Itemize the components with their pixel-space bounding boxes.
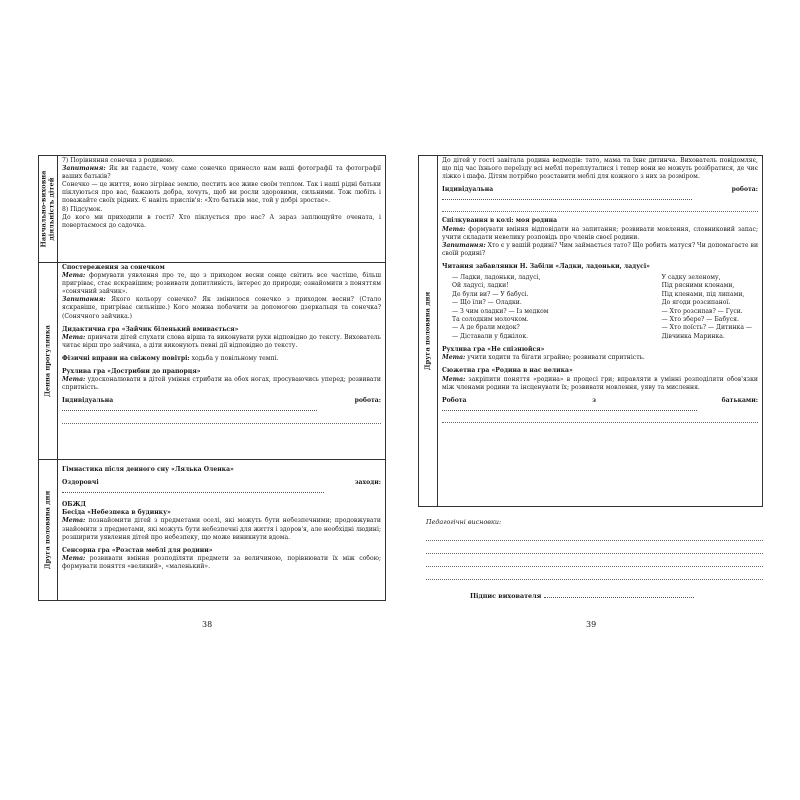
fill-in-line	[426, 541, 763, 554]
row-content	[58, 460, 386, 601]
side-label-cell	[39, 460, 58, 601]
poem-line: — Ладки, ладоньки, ладусі,	[452, 274, 541, 282]
side-label-cell	[39, 156, 58, 263]
right-page	[418, 155, 763, 507]
poem-line: — Діставали у бджілок.	[452, 332, 529, 340]
fill-in-line	[544, 592, 694, 598]
section-title: Спілкування в колі: моя родина	[442, 217, 558, 225]
poem-column-right	[662, 274, 752, 341]
poem-line: — З чим оладки? — Із медком	[452, 307, 549, 315]
section-title: Гімнастика після денного сну «Лялька Оленка»	[62, 466, 234, 473]
paragraph: Сонечко — це життя, воно зігріває землю, пестить все живе своїм теплом. Так і наші рідні батьки піклуються про вас, бажають добра, хочуть, щоб ви росли здоровими, сильними. Тож любіть і поважайте своїх рідних. Є навіть прислів'я: «Хто батьків має, той у добрі зростає».	[62, 181, 381, 205]
parents-work-line: Робота з батьками:	[442, 397, 758, 414]
section-title: Рухлива гра «Дострибни до прапорця»	[62, 368, 201, 376]
individual-work-line: Індивідуальна робота:	[442, 186, 758, 203]
section-title: Рухлива гра «Не спізнюйся»	[442, 346, 545, 354]
conclusions-block	[418, 518, 763, 606]
poem-line: — Хто розсипав? — Гуси.	[661, 307, 743, 315]
fill-in-line	[62, 487, 324, 493]
row-content	[58, 263, 386, 460]
fill-in-line	[426, 567, 763, 580]
left-plan-table	[38, 155, 386, 601]
fill-in-line	[442, 414, 758, 423]
page-number: 39	[586, 620, 597, 629]
fill-in-line	[442, 194, 692, 200]
poem-column-left	[452, 274, 549, 341]
conclusions-label: Педагогічні висновки:	[426, 518, 502, 526]
individual-work-line: Індивідуальна робота:	[62, 397, 381, 414]
poem-line: — Хто поїсть? — Дитинка —	[661, 324, 752, 332]
poem-line: Під рясними кленами,	[661, 282, 735, 290]
paragraph: Мета: познайомити дітей з предметами оселі, які можуть бути небезпечними; продовжувати знайомити з предметами, які можуть бути небезпечні для життя і здоров'я, але необхідні людині; розширити уявлення дітей про небезпеку, що може виникнути вдома.	[62, 517, 381, 541]
side-label: Друга половина дня	[423, 291, 432, 371]
section-title: Сенсорна гра «Розстав меблі для родини»	[62, 546, 213, 554]
row-second-half-day	[39, 460, 386, 601]
paragraph: Мета: розвивати вміння розподіляти предмети за величиною, порівнювати їх між собою; формувати поняття «великий», «маленький».	[62, 554, 381, 570]
left-page	[38, 155, 386, 601]
poem-line: У садку зеленому,	[661, 274, 721, 282]
side-label: Денна прогулянка	[43, 325, 52, 397]
fill-in-line	[62, 415, 381, 424]
row-content	[438, 156, 763, 507]
section-title: Сюжетна гра «Родина в нас велика»	[442, 367, 573, 375]
row-day-walk	[39, 263, 386, 460]
fill-in-line	[426, 528, 763, 541]
section-title: Спостереження за сонечком	[62, 264, 165, 271]
paragraph: Мета: формувати вміння відповідати на запитання; розвивати мовлення, словниковий запас; учити складати невелику розповідь про членів своєї родини.	[442, 225, 758, 241]
paragraph: 7) Порівняння сонечка з родиною.	[62, 157, 175, 164]
section-title: ОБЖД	[62, 501, 86, 509]
right-plan-table	[418, 155, 763, 507]
paragraph: Фізичні вправи на свіжому повітрі: ходьба у повільному темпі.	[62, 354, 279, 362]
paragraph: 8) Підсумок.	[62, 205, 103, 213]
paragraph: Запитання: Як ви гадаєте, чому саме сонечко принесло нам ваші фотографії та фотографії ваших батьків?	[62, 165, 381, 181]
row-educational-activity	[39, 156, 386, 263]
poem-line: Дівчинка Маринка.	[661, 332, 725, 340]
fill-in-line	[442, 203, 758, 212]
paragraph: Мета: учити ходити та бігати зграйно; розвивати спритність.	[442, 354, 645, 362]
paragraph: Мета: закріпити поняття «родина» в процесі гри; вправляти в умінні розподіляти обов'язки між членами родини та інсценувати їх; розвивати мовлення, уяву та мислення.	[442, 375, 758, 391]
page-number: 38	[202, 620, 213, 629]
fill-in-line	[62, 405, 317, 411]
section-subtitle: Бесіда «Небезпека в будинку»	[62, 509, 171, 517]
row-content	[58, 156, 386, 263]
poem-line: Де були ви? — У бабусі.	[452, 290, 529, 298]
section-title: Дидактична гра «Зайчик біленький вмивається»	[62, 325, 239, 333]
paragraph: Запитання: Хто є у вашій родині? Чим займається тато? Що робить матуся? Чи допомагаєте ви своїй родині?	[442, 241, 758, 257]
side-label-cell	[39, 263, 58, 460]
fill-in-line	[426, 554, 763, 567]
paragraph: Запитання: Якого кольору сонечко? Як змінилося сонечко з приходом весни? (Стало яскравіше, пригріває сильніше.) Кого можна побачити за допомогою дзеркальця та сонечка? (Сонячного зайчика.)	[62, 296, 381, 320]
poem	[442, 271, 758, 341]
fill-in-line	[442, 405, 697, 411]
poem-line: Ой ладусі, ладки!	[452, 282, 509, 290]
paragraph: До дітей у гості завітала родина ведмедів: тато, мама та їхнє дитинча. Вихователь повідомляє, що під час їхнього переїзду всі меблі переплуталися і тепер вони не можуть розібратися, де чиє ліжко і шафа. Дітям потрібно розставити меблі для кожного з них за розміром.	[442, 157, 758, 181]
section-title: Читання забавлянки Н. Забіли «Ладки, ладоньки, ладусі»	[442, 262, 650, 270]
health-measures-line: Оздоровчі заходи:	[62, 479, 381, 496]
paragraph: Мета: удосконалювати в дітей уміння стрибати на обох ногах, просуваючись уперед; розвивати спритність.	[62, 376, 381, 392]
side-label: Друга половина дня	[43, 490, 52, 570]
poem-line: До ягоди розсипаної.	[661, 299, 731, 307]
paragraph: Мета: привчати дітей слухати слова вірша та виконувати рухи відповідно до тексту. Вихователь читає вірш про зайчика, а діти виконують певні дії відповідно до тексту.	[62, 333, 381, 349]
poem-line: — А де брали медок?	[452, 324, 520, 332]
side-label: Навчально-виховна діяльність дітей	[39, 170, 55, 248]
signature-line: Підпис вихователя	[470, 592, 763, 600]
poem-line: Під кленами, під липами,	[661, 290, 745, 298]
row-second-half-day	[419, 156, 763, 507]
side-label-cell	[419, 156, 438, 507]
paragraph: Мета: формувати уявлення про те, що з приходом весни сонце світить все частіше, більш пригріває, стає яскравішим; розвивати допитливість, інтерес до природи; ознайомити з поняттям «сонячний зайчик».	[62, 272, 381, 296]
poem-line: — Що їли? — Оладки.	[452, 299, 522, 307]
paragraph: До кого ми приходили в гості? Хто піклується про нас? А зараз заплющуйте очената, і повертаємося до садочка.	[62, 213, 381, 229]
poem-line: — Хто збере? — Бабуся.	[661, 316, 739, 324]
poem-line: Та солодким молочком.	[452, 316, 529, 324]
